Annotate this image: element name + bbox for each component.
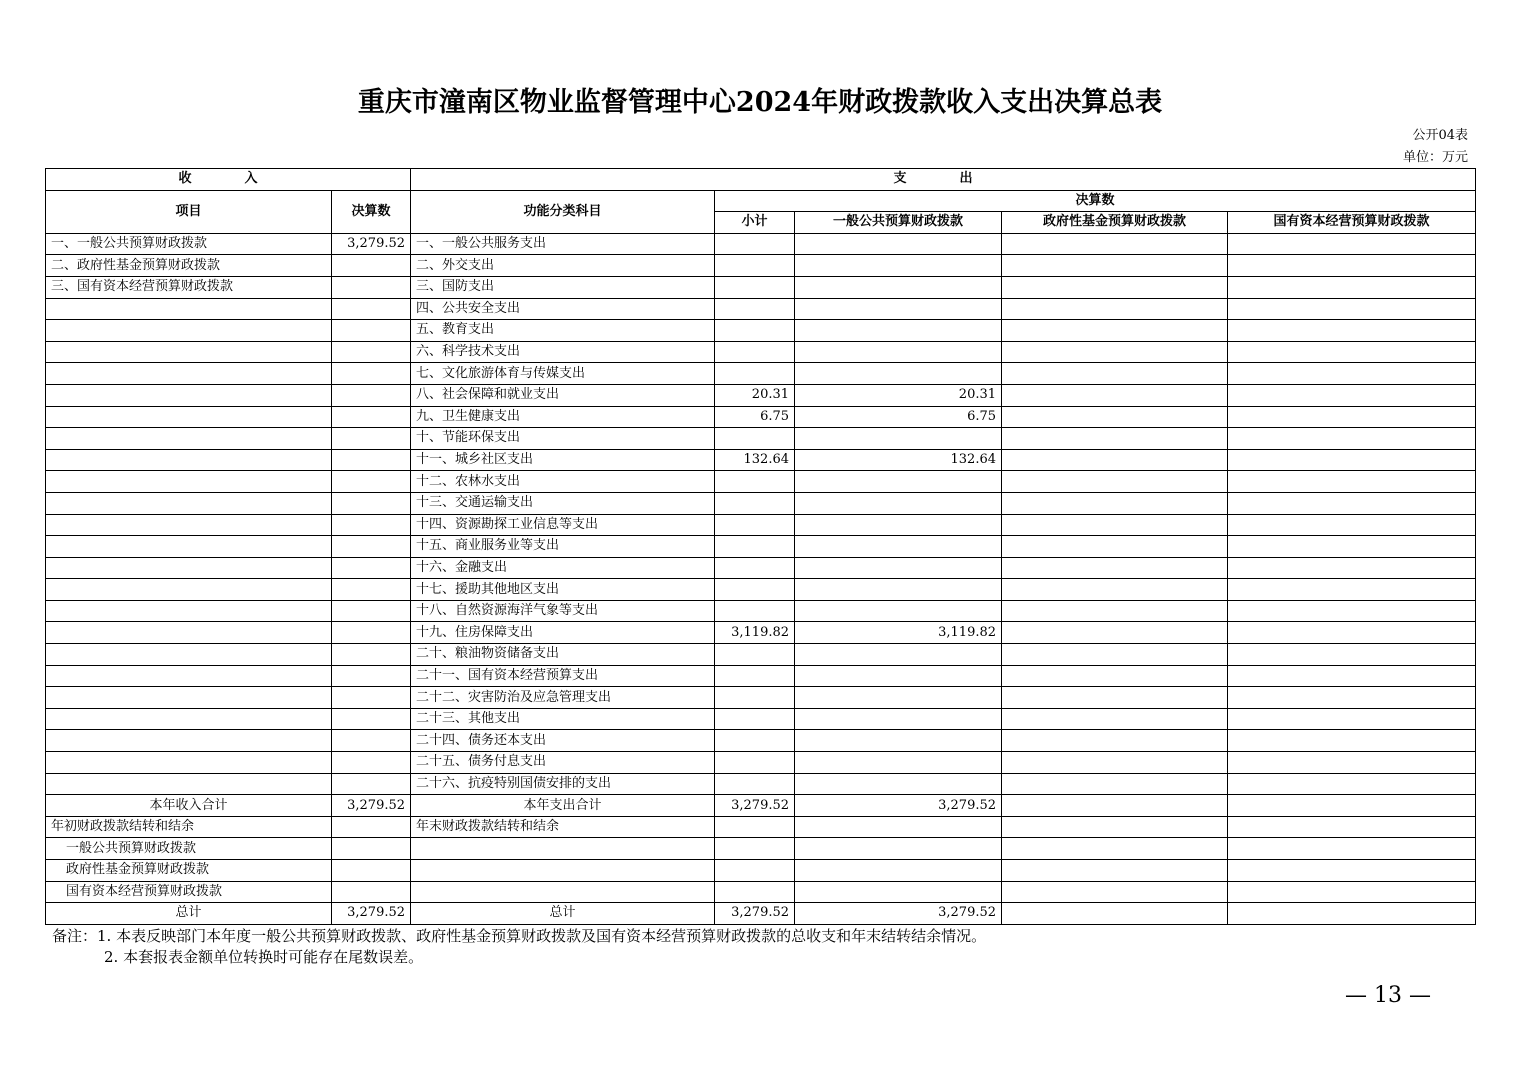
income-item-cell [46,579,332,601]
carryover-fund-label: 政府性基金预算财政拨款 [46,860,332,882]
table-row [46,665,1476,687]
gov-fund-cell [1002,492,1228,514]
table-body [46,233,1476,794]
grand-total-row [46,903,1476,925]
subtotal-cell [715,708,795,730]
year-expense-capital [1228,795,1476,817]
table-row [46,687,1476,709]
general-budget-cell [795,557,1002,579]
income-item-cell [46,341,332,363]
income-item-cell [46,687,332,709]
general-budget-cell [795,644,1002,666]
income-item-cell [46,298,332,320]
general-budget-cell [795,514,1002,536]
carryover-end-label: 年末财政拨款结转和结余 [411,816,715,838]
subtotal-cell [715,298,795,320]
note-line-2: 2. 本套报表金额单位转换时可能存在尾数误差。 [104,948,424,966]
subtotal-cell: 6.75 [715,406,795,428]
income-item-cell [46,449,332,471]
income-item-cell: 二、政府性基金预算财政拨款 [46,255,332,277]
general-budget-cell [795,341,1002,363]
income-item-cell [46,363,332,385]
table-row [46,276,1476,298]
page-number: — 13 — [1345,983,1431,1008]
gov-fund-cell [1002,384,1228,406]
state-capital-cell [1228,406,1476,428]
general-budget-cell [795,255,1002,277]
table-row [46,406,1476,428]
empty-cell [715,816,795,838]
income-item-cell [46,644,332,666]
empty-cell [795,816,1002,838]
empty-cell [1228,838,1476,860]
expense-item-cell: 十九、住房保障支出 [411,622,715,644]
general-budget-cell [795,276,1002,298]
income-item-cell [46,428,332,450]
income-amount-cell [332,363,411,385]
expense-header: 支 出 [411,169,1476,191]
empty-cell [795,860,1002,882]
income-amount-cell [332,600,411,622]
year-income-total-amount: 3,279.52 [332,795,411,817]
grand-expense-subtotal: 3,279.52 [715,903,795,925]
subtotal-cell: 3,119.82 [715,622,795,644]
income-item-cell [46,492,332,514]
table-row [46,298,1476,320]
gov-fund-cell [1002,773,1228,795]
income-amount-cell [332,514,411,536]
general-budget-cell [795,687,1002,709]
income-item-cell [46,514,332,536]
general-budget-cell [795,773,1002,795]
gov-fund-cell [1002,708,1228,730]
gov-fund-cell [1002,644,1228,666]
empty-cell [795,838,1002,860]
table-row [46,773,1476,795]
income-amount-cell [332,384,411,406]
empty-cell [1228,860,1476,882]
table-row [46,233,1476,255]
subtotal-cell [715,255,795,277]
state-capital-cell [1228,536,1476,558]
gov-fund-cell [1002,341,1228,363]
table-row [46,341,1476,363]
year-expense-general: 3,279.52 [795,795,1002,817]
gov-fund-cell [1002,600,1228,622]
table-row [46,363,1476,385]
year-total-row [46,795,1476,817]
subtotal-cell: 132.64 [715,449,795,471]
income-amount-cell [332,276,411,298]
expense-item-cell: 五、教育支出 [411,320,715,342]
general-budget-cell [795,536,1002,558]
general-budget-cell [795,471,1002,493]
table-row [46,320,1476,342]
empty-cell [1002,881,1228,903]
func-category-header: 功能分类科目 [411,190,715,233]
state-capital-cell [1228,363,1476,385]
empty-cell [332,860,411,882]
empty-cell [1002,816,1228,838]
income-amount-cell [332,320,411,342]
general-budget-cell: 3,119.82 [795,622,1002,644]
grand-income-label: 总计 [46,903,332,925]
state-capital-cell [1228,730,1476,752]
expense-item-cell: 二十三、其他支出 [411,708,715,730]
income-amount-cell: 3,279.52 [332,233,411,255]
subtotal-cell [715,536,795,558]
gov-fund-cell [1002,730,1228,752]
subtotal-cell [715,579,795,601]
income-amount-cell [332,557,411,579]
gov-fund-cell [1002,557,1228,579]
state-capital-cell [1228,752,1476,774]
empty-cell [411,838,715,860]
income-item-cell [46,773,332,795]
income-amount-cell [332,622,411,644]
income-item-cell [46,471,332,493]
income-amount-cell [332,687,411,709]
general-budget-cell [795,320,1002,342]
income-amount-cell [332,644,411,666]
gov-fund-cell [1002,471,1228,493]
income-header: 收 入 [46,169,411,191]
year-income-total-label: 本年收入合计 [46,795,332,817]
table-summary [46,795,1476,925]
income-item-cell [46,536,332,558]
income-amount-cell [332,341,411,363]
table-row [46,579,1476,601]
carryover-general-label: 一般公共预算财政拨款 [46,838,332,860]
gov-fund-cell [1002,665,1228,687]
expense-item-cell: 十七、援助其他地区支出 [411,579,715,601]
gov-fund-cell [1002,406,1228,428]
subtotal-cell [715,557,795,579]
table-row [46,471,1476,493]
income-item-cell [46,600,332,622]
gov-fund-cell [1002,276,1228,298]
income-item-cell [46,406,332,428]
general-budget-cell: 132.64 [795,449,1002,471]
state-capital-cell [1228,665,1476,687]
subtotal-cell [715,687,795,709]
subtotal-cell [715,276,795,298]
state-capital-cell [1228,579,1476,601]
table-code: 公开04表 [1412,128,1468,143]
general-budget-cell [795,730,1002,752]
subtotal-cell [715,492,795,514]
expense-item-cell: 十五、商业服务业等支出 [411,536,715,558]
gov-fund-cell [1002,622,1228,644]
gov-fund-cell [1002,320,1228,342]
expense-item-cell: 八、社会保障和就业支出 [411,384,715,406]
income-amount-cell [332,579,411,601]
grand-expense-capital [1228,903,1476,925]
income-item-cell: 一、一般公共预算财政拨款 [46,233,332,255]
general-budget-cell [795,363,1002,385]
state-capital-cell [1228,644,1476,666]
general-budget-cell [795,665,1002,687]
state-capital-cell [1228,341,1476,363]
carryover-begin-amount [332,816,411,838]
empty-cell [795,881,1002,903]
state-capital-cell [1228,600,1476,622]
expense-item-cell: 二十五、债务付息支出 [411,752,715,774]
subtotal-cell [715,644,795,666]
income-amount-cell [332,752,411,774]
expense-item-cell: 七、文化旅游体育与传媒支出 [411,363,715,385]
note-line-1: 备注：1. 本表反映部门本年度一般公共预算财政拨款、政府性基金预算财政拨款及国有资本经营预算财政拨款的总收支和年末结转结余情况。 [52,927,987,945]
carryover-begin-label: 年初财政拨款结转和结余 [46,816,332,838]
expense-item-cell: 十四、资源勘探工业信息等支出 [411,514,715,536]
year-expense-fund [1002,795,1228,817]
state-capital-cell [1228,233,1476,255]
gov-fund-cell [1002,363,1228,385]
subtotal-cell: 20.31 [715,384,795,406]
subtotal-header: 小计 [715,212,795,234]
income-amount-cell [332,298,411,320]
income-amount-cell [332,406,411,428]
gov-fund-cell [1002,687,1228,709]
subtotal-cell [715,600,795,622]
general-budget-cell [795,492,1002,514]
state-capital-cell [1228,471,1476,493]
income-amount-cell [332,708,411,730]
table-row [46,752,1476,774]
subtotal-cell [715,320,795,342]
state-capital-cell [1228,428,1476,450]
expense-item-cell: 十三、交通运输支出 [411,492,715,514]
gov-fund-cell [1002,536,1228,558]
grand-expense-label: 总计 [411,903,715,925]
state-capital-cell [1228,773,1476,795]
carryover-fund-row [46,860,1476,882]
table-row [46,384,1476,406]
expense-item-cell: 二、外交支出 [411,255,715,277]
state-capital-cell [1228,320,1476,342]
subtotal-cell [715,428,795,450]
state-capital-cell [1228,492,1476,514]
expense-item-cell: 六、科学技术支出 [411,341,715,363]
empty-cell [715,881,795,903]
gov-fund-cell [1002,255,1228,277]
general-budget-cell [795,428,1002,450]
state-capital-cell [1228,449,1476,471]
state-capital-cell [1228,687,1476,709]
grand-expense-general: 3,279.52 [795,903,1002,925]
state-capital-header: 国有资本经营预算财政拨款 [1228,212,1476,234]
subtotal-cell [715,514,795,536]
item-header: 项目 [46,190,332,233]
table-row [46,449,1476,471]
general-budget-cell [795,233,1002,255]
general-budget-cell: 20.31 [795,384,1002,406]
carryover-capital-label: 国有资本经营预算财政拨款 [46,881,332,903]
gov-fund-cell [1002,514,1228,536]
gov-fund-cell [1002,752,1228,774]
income-item-cell [46,384,332,406]
expense-item-cell: 二十六、抗疫特别国债安排的支出 [411,773,715,795]
income-item-cell [46,557,332,579]
state-capital-cell [1228,384,1476,406]
header-row-1 [46,169,1476,191]
state-capital-cell [1228,514,1476,536]
income-item-cell [46,320,332,342]
carryover-capital-row [46,881,1476,903]
carryover-general-row [46,838,1476,860]
subtotal-cell [715,471,795,493]
year-expense-total-label: 本年支出合计 [411,795,715,817]
grand-income-amount: 3,279.52 [332,903,411,925]
expense-item-cell: 十二、农林水支出 [411,471,715,493]
subtotal-cell [715,363,795,385]
amount-header: 决算数 [332,190,411,233]
income-amount-cell [332,492,411,514]
income-amount-cell [332,428,411,450]
expense-item-cell: 十一、城乡社区支出 [411,449,715,471]
state-capital-cell [1228,557,1476,579]
page-title: 重庆市潼南区物业监督管理中心2024年财政拨款收入支出决算总表 [357,87,1163,118]
general-budget-cell [795,298,1002,320]
grand-expense-fund [1002,903,1228,925]
gov-fund-cell [1002,449,1228,471]
table-row [46,492,1476,514]
subtotal-cell [715,341,795,363]
expense-item-cell: 二十四、债务还本支出 [411,730,715,752]
expense-item-cell: 四、公共安全支出 [411,298,715,320]
income-item-cell [46,708,332,730]
income-item-cell [46,752,332,774]
table-row [46,708,1476,730]
general-budget-cell [795,579,1002,601]
subtotal-cell [715,730,795,752]
gov-fund-cell [1002,579,1228,601]
subtotal-cell [715,773,795,795]
expense-item-cell: 十、节能环保支出 [411,428,715,450]
expense-item-cell: 一、一般公共服务支出 [411,233,715,255]
empty-cell [715,860,795,882]
general-budget-cell [795,600,1002,622]
income-amount-cell [332,773,411,795]
income-amount-cell [332,730,411,752]
carryover-row [46,816,1476,838]
table-row [46,644,1476,666]
general-budget-cell [795,752,1002,774]
expense-item-cell: 二十二、灾害防治及应急管理支出 [411,687,715,709]
table-row [46,557,1476,579]
table-row [46,514,1476,536]
empty-cell [1228,816,1476,838]
income-item-cell [46,730,332,752]
gov-fund-cell [1002,428,1228,450]
header-row-2 [46,190,1476,212]
state-capital-cell [1228,298,1476,320]
empty-cell [332,881,411,903]
table-row [46,600,1476,622]
year-expense-subtotal: 3,279.52 [715,795,795,817]
general-budget-cell: 6.75 [795,406,1002,428]
income-item-cell: 三、国有资本经营预算财政拨款 [46,276,332,298]
expense-item-cell: 三、国防支出 [411,276,715,298]
gov-fund-cell [1002,298,1228,320]
state-capital-cell [1228,622,1476,644]
state-capital-cell [1228,276,1476,298]
empty-cell [715,838,795,860]
empty-cell [1002,860,1228,882]
settlement-header: 决算数 [715,190,1476,212]
expense-item-cell: 九、卫生健康支出 [411,406,715,428]
empty-cell [411,881,715,903]
state-capital-cell [1228,708,1476,730]
table-row [46,428,1476,450]
table-row [46,536,1476,558]
income-item-cell [46,622,332,644]
expense-item-cell: 十六、金融支出 [411,557,715,579]
expense-item-cell: 二十、粮油物资储备支出 [411,644,715,666]
empty-cell [1002,838,1228,860]
table-row [46,730,1476,752]
income-amount-cell [332,255,411,277]
table-row [46,255,1476,277]
expense-item-cell: 二十一、国有资本经营预算支出 [411,665,715,687]
income-amount-cell [332,449,411,471]
general-budget-cell [795,708,1002,730]
notes [52,926,986,968]
table-row [46,622,1476,644]
subtotal-cell [715,233,795,255]
empty-cell [332,838,411,860]
gov-fund-cell [1002,233,1228,255]
subtotal-cell [715,752,795,774]
empty-cell [411,860,715,882]
expense-item-cell: 十八、自然资源海洋气象等支出 [411,600,715,622]
gov-fund-header: 政府性基金预算财政拨款 [1002,212,1228,234]
budget-table [45,168,1476,925]
empty-cell [1228,881,1476,903]
income-amount-cell [332,471,411,493]
subtotal-cell [715,665,795,687]
state-capital-cell [1228,255,1476,277]
unit-label: 单位：万元 [1402,150,1468,165]
income-amount-cell [332,665,411,687]
general-budget-header: 一般公共预算财政拨款 [795,212,1002,234]
income-amount-cell [332,536,411,558]
income-item-cell [46,665,332,687]
